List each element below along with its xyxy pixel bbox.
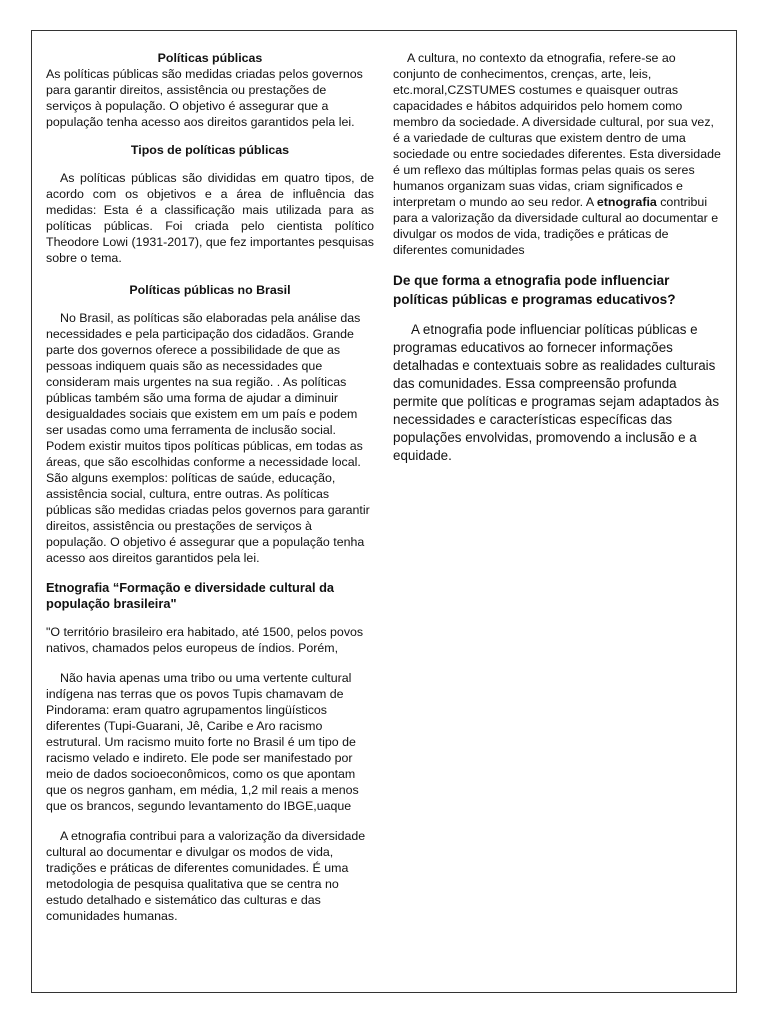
right-column xyxy=(393,50,721,465)
cultura-text-b: contribui para a valorização da diversidade cultural ao documentar e divulgar os modos de vida, tradições e práticas de diferentes comunidades xyxy=(393,195,719,257)
brasil-title: Políticas públicas no Brasil xyxy=(129,283,291,297)
tipos-title: Tipos de políticas públicas xyxy=(130,143,290,157)
left-column xyxy=(46,50,374,924)
cultura-text-a: A cultura, no contexto da etnografia, refere-se ao conjunto de conhecimentos, crenças, arte, leis, etc.moral,CZSTUMES costumes e quaisquer outras capacidades e hábitos adquiridos pelo homem como membro da sociedade. A diversidade cultural, por sua vez, é a variedade de culturas que existem dentro de uma sociedade ou entre sociedades diferentes. Esta diversidade é um reflexo das múltiplas formas pelas quais os seres humanos organizam suas vidas, criam significados e interpretam o mundo ao seu redor. A xyxy=(393,51,721,209)
question-heading: De que forma a etnografia pode influenciar políticas públicas e programas educativos? xyxy=(393,273,676,307)
cultura-paragraph xyxy=(393,50,721,258)
answer-paragraph: A etnografia pode influenciar políticas públicas e programas educativos ao fornecer informações detalhadas e contextuais sobre as realidades culturais das comunidades. Essa compreensão profunda permite que políticas e programas sejam adaptados às necessidades e características específicas das populações envolvidas, promovendo a inclusão e a equidade. xyxy=(393,322,720,463)
contribuicao-paragraph: A etnografia contribui para a valorização da diversidade cultural ao documentar e divulgar os modos de vida, tradições e práticas de diferentes comunidades. É uma metodologia de pesquisa qualitativa que se centra no estudo detalhado e sistemático das culturas e das comunidades humanas. xyxy=(46,829,366,923)
etnografia-heading: Etnografia “Formação e diversidade cultural da população brasileira" xyxy=(46,580,335,611)
politicas-publicas-intro: As políticas públicas são medidas criadas pelos governos para garantir direitos, assistência ou prestações de serviços à população. O objetivo é assegurar que a população tenha acesso aos direitos garantidos pela lei. xyxy=(46,67,363,129)
tribo-paragraph: Não havia apenas uma tribo ou uma vertente cultural indígena nas terras que os povos Tupis chamavam de Pindorama: eram quatro agrupamentos lingüísticos diferentes (Tupi-Guarani, Jê, Caribe e Aro racismo estrutural. Um racismo muito forte no Brasil é um tipo de racismo velado e indireto. Ele pode ser manifestado por meio de dados socioeconômicos, como os que apontam que os negros ganham, em média, 1,2 mil reais a menos que os brancos, segundo levantamento do IBGE,uaque xyxy=(46,671,359,813)
tipos-paragraph: As políticas públicas são divididas em quatro tipos, de acordo com os objetivos e a área de influência das medidas: Esta é a classificação mais utilizada para as políticas públicas. Foi criada pelo cientista político Theodore Lowi (1931-2017), que fez importantes pesquisas sobre o tema. xyxy=(46,171,374,265)
brasil-paragraph: No Brasil, as políticas são elaboradas pela análise das necessidades e pela participação dos cidadãos. Grande parte dos governos oferece a possibilidade de que as pessoas indiquem quais são as necessidades que consideram mais urgentes na sua região. . As políticas públicas também são uma forma de ajudar a diminuir desigualdades sociais que existem em um país e podem ser usadas como uma ferramenta de inclusão social. Podem existir muitos tipos políticas públicas, em todas as áreas, que são escolhidas conforme a necessidade local. São alguns exemplos: políticas de saúde, educação, assistência social, cultura, entre outras. As políticas públicas são medidas criadas pelos governos para garantir direitos, assistência ou prestações de serviços à população. O objetivo é assegurar que a população tenha acesso aos direitos garantidos pela lei. xyxy=(46,311,370,565)
etnografia-bold: etnografia xyxy=(596,195,657,209)
politicas-publicas-title: Políticas públicas xyxy=(157,51,263,65)
quote-paragraph: "O território brasileiro era habitado, até 1500, pelos povos nativos, chamados pelos europeus de índios. Porém, xyxy=(46,625,364,655)
